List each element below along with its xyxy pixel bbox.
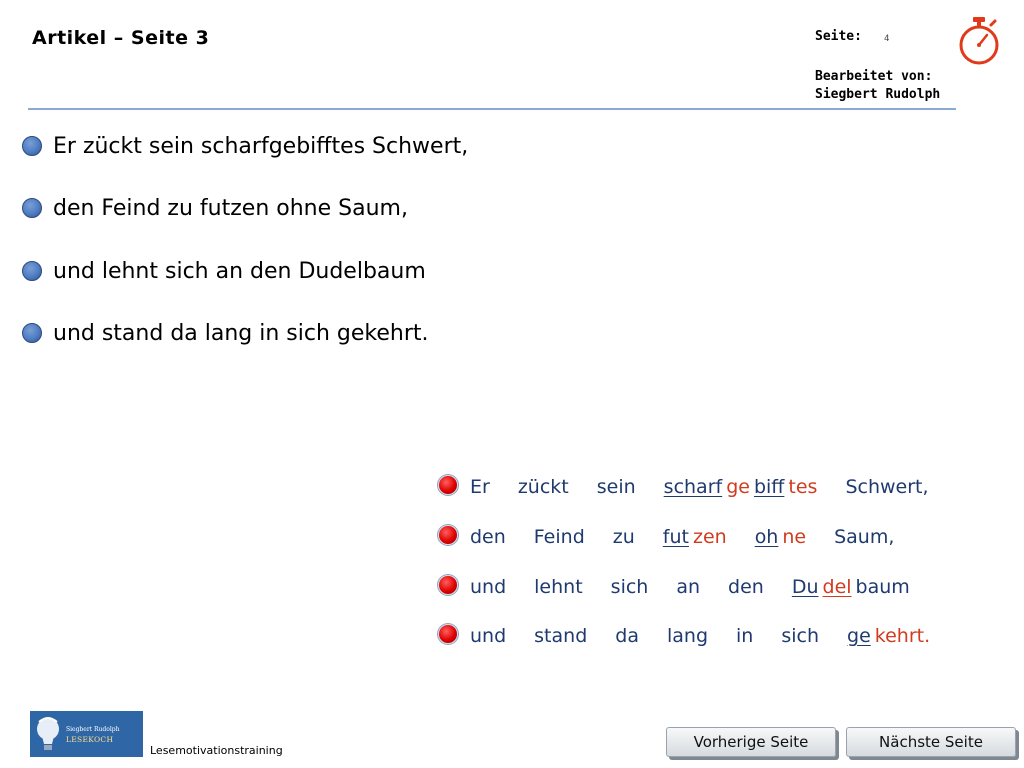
- red-bullet-icon: [438, 624, 458, 644]
- page-label: Seite:: [815, 29, 862, 44]
- blue-bullet-icon: [22, 261, 42, 281]
- syllable-word: [470, 625, 506, 647]
- syllable: baum: [855, 576, 910, 598]
- syllable: del: [822, 576, 852, 598]
- logo-author: Siegbert Rudolph: [66, 726, 120, 733]
- syllable: zen: [692, 526, 727, 548]
- syllable-word: [676, 576, 700, 598]
- syllable-word: [615, 625, 639, 647]
- syllable-word: [667, 625, 708, 647]
- syllable: kehrt.: [874, 625, 931, 647]
- page-title: Artikel – Seite 3: [32, 27, 210, 49]
- syllable-word: [470, 476, 490, 498]
- syllable-word: [755, 526, 806, 548]
- syllable-word: [792, 576, 910, 598]
- syllable-word: [518, 476, 569, 498]
- previous-page-button[interactable]: Vorherige Seite: [666, 727, 836, 757]
- syllable-word: [534, 625, 587, 647]
- syllable: lang: [666, 625, 709, 647]
- syllable: zückt: [517, 476, 569, 498]
- syllable: in: [736, 625, 754, 647]
- syllable: scharf: [663, 476, 723, 498]
- syllable-text: [470, 623, 958, 649]
- red-bullet-icon: [438, 475, 458, 495]
- red-bullet-icon: [438, 575, 458, 595]
- syllable-word: [736, 625, 753, 647]
- syllable-word: [613, 526, 635, 548]
- syllable: den: [728, 576, 764, 598]
- syllable-word: [845, 476, 928, 498]
- syllable: an: [676, 576, 701, 598]
- verse-text: und lehnt sich an den Dudelbaum: [53, 259, 426, 284]
- blue-bullet-icon: [22, 198, 42, 218]
- syllable-text: [470, 474, 957, 500]
- next-page-button[interactable]: Nächste Seite: [846, 727, 1016, 757]
- syllable: fut: [662, 526, 689, 548]
- syllable: ne: [782, 526, 807, 548]
- syllable-word: [664, 476, 818, 498]
- syllable: zu: [612, 526, 635, 548]
- syllable-word: [597, 476, 636, 498]
- syllable-word: [534, 526, 585, 548]
- logo-brand: LESEKOCH: [66, 735, 114, 744]
- verse-text: den Feind zu futzen ohne Saum,: [53, 196, 408, 221]
- syllable-text: [470, 574, 938, 600]
- page-number: 4: [883, 34, 890, 44]
- syllable-word: [728, 576, 764, 598]
- syllable: ge: [847, 625, 871, 647]
- syllable: da: [615, 625, 639, 647]
- edited-by-name: Siegbert Rudolph: [815, 87, 941, 102]
- syllable: Du: [791, 576, 819, 598]
- blue-bullet-icon: [22, 136, 42, 156]
- syllable-text: [470, 524, 922, 550]
- syllable-word: [663, 526, 727, 548]
- syllable: den: [470, 526, 506, 548]
- verse-text: und stand da lang in sich gekehrt.: [53, 321, 429, 346]
- page-meta: [815, 28, 940, 104]
- syllable: sich: [781, 625, 820, 647]
- blue-bullet-icon: [22, 323, 42, 343]
- page-indicator: [815, 28, 940, 48]
- red-bullet-icon: [438, 525, 458, 545]
- syllable: Feind: [533, 526, 585, 548]
- syllable: Schwert,: [845, 476, 929, 498]
- syllable: Saum,: [834, 526, 895, 548]
- syllable: sich: [610, 576, 649, 598]
- syllable: biff: [753, 476, 785, 498]
- syllable: Er: [470, 476, 490, 498]
- syllable: stand: [534, 625, 588, 647]
- syllable-word: [781, 625, 819, 647]
- syllable: oh: [754, 526, 779, 548]
- edited-by-label: Bearbeitet von:: [815, 69, 933, 84]
- lesekoch-logo: [30, 711, 143, 757]
- syllable: lehnt: [534, 576, 583, 598]
- syllable-word: [470, 576, 506, 598]
- syllable: tes: [788, 476, 818, 498]
- header-divider: [28, 108, 956, 110]
- syllable: ge: [726, 476, 750, 498]
- stopwatch-icon[interactable]: [955, 15, 1003, 67]
- syllable-word: [534, 576, 583, 598]
- syllable-word: [611, 576, 649, 598]
- lightbulb-icon: [33, 714, 63, 754]
- verse-text: Er zückt sein scharfgebifftes Schwert,: [53, 134, 469, 159]
- syllable-word: [847, 625, 930, 647]
- syllable-word: [834, 526, 894, 548]
- syllable: und: [470, 576, 507, 598]
- footer-caption: Lesemotivationstraining: [150, 744, 283, 757]
- syllable: und: [470, 625, 507, 647]
- syllable-word: [470, 526, 506, 548]
- syllable: sein: [596, 476, 636, 498]
